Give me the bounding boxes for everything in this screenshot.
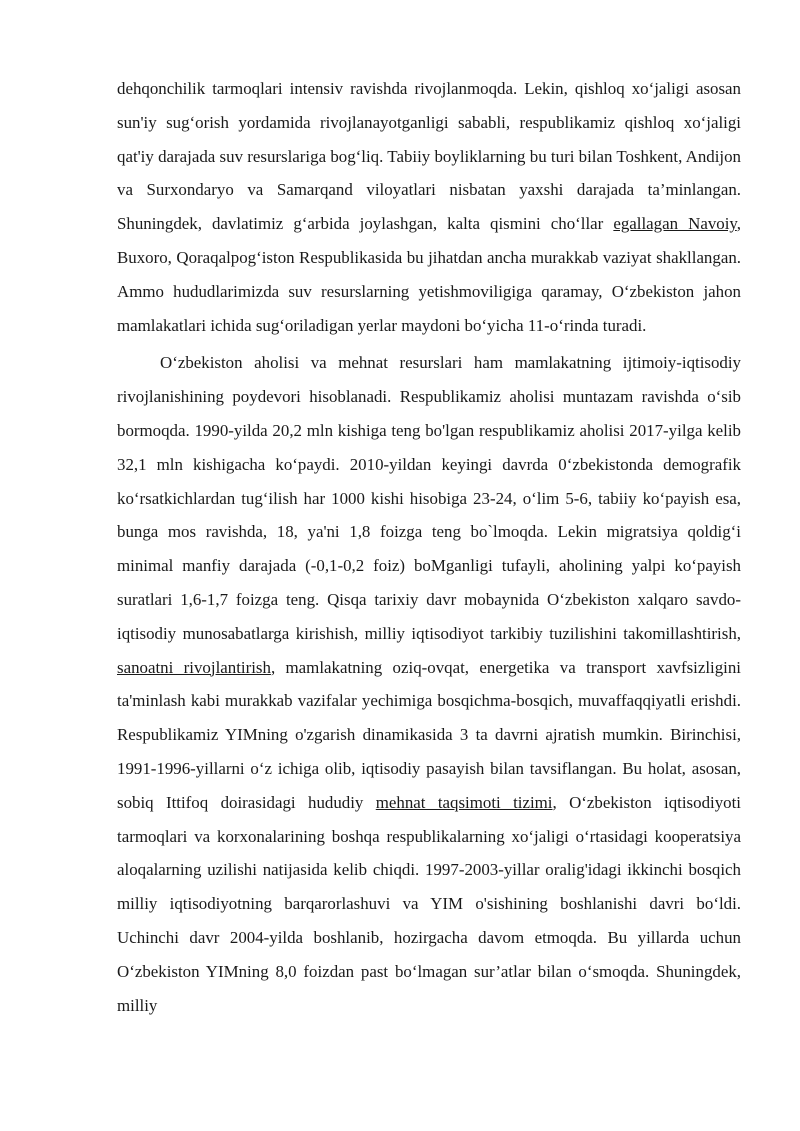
paragraph-text: , Buxoro, Qoraqalpog‘iston Respublikasida bu jihatdan ancha murakkab vaziyat shakllangan. Ammo hududlarimizda suv resurslarning yetishmoviligiga qaramay, O‘zbekiston jahon mamlakatlari ichida sug‘oriladigan yerlar maydoni bo‘yicha 11-o‘rinda turadi. [117,214,741,335]
paragraph-text: dehqonchilik tarmoqlari intensiv ravishda rivojlanmoqda. Lekin, qishloq xo‘jaligi asosan sun'iy sug‘orish yordamida rivojlanayotganligi sababli, respublikamiz qishloq xo‘jaligi qat'iy darajada suv resurslariga bog‘liq. Tabiiy boyliklarning bu turi bilan Toshkent, Andijon va Surxondaryo va Samarqand viloyatlari nisbatan yaxshi darajada ta’minlangan. Shuningdek, davlatimiz g‘arbida joylashgan, kalta qismini cho‘llar [117,79,741,234]
paragraph-text: , mamlakatning oziq-ovqat, energetika va transport xavfsizligini ta'minlash kabi murakkab vazifalar yechimiga bosqichma-bosqich, muvaffaqqiyatli erishdi. Respublikamiz YIMning o'zgarish dinamikasida 3 ta davrni ajratish mumkin. Birinchisi, 1991-1996-yillarni o‘z ichiga olib, iqtisodiy pasayish bilan tavsiflangan. Bu holat, asosan, sobiq Ittifoq doirasidagi hududiy [117,657,741,812]
paragraph-1 [117,72,741,342]
paragraph-2 [117,346,741,1022]
document-page [117,72,741,1022]
paragraph-text: O‘zbekiston aholisi va mehnat resurslari ham mamlakatning ijtimoiy-iqtisodiy rivojlanishining poydevori hisoblanadi. Respublikamiz aholisi muntazam ravishda o‘sib bormoqda. 1990-yilda 20,2 mln kishiga teng bo'lgan respublikamiz aholisi 2017-yilga kelib 32,1 mln kishigacha ko‘paydi. 2010-yildan keyingi davrda 0‘zbekistonda demografik ko‘rsatkichlardan tug‘ilish har 1000 kishi hisobiga 23-24, o‘lim 5-6, tabiiy ko‘payish esa, bunga mos ravishda, 18, ya'ni 1,8 foizga teng bo`lmoqda. Lekin migratsiya qoldig‘i minimal manfiy darajada (-0,1-0,2 foiz) boMganligi tufayli, aholining yalpi ko‘payish suratlari 1,6-1,7 foizga teng. Qisqa tarixiy davr mobaynida O‘zbekiston xalqaro savdo-iqtisodiy munosabatlarga kirishish, milliy iqtisodiyot tarkibiy tuzilishini takomillashtirish, [117,353,741,643]
link-mehnat-taqsimoti-tizimi[interactable]: mehnat taqsimoti tizimi [375,792,553,812]
link-sanoatni-rivojlantirish[interactable]: sanoatni rivojlantirish [117,657,271,677]
paragraph-text: , O‘zbekiston iqtisodiyoti tarmoqlari va korxonalarining boshqa respublikalarning xo‘jaligi o‘rtasidagi kooperatsiya aloqalarning uzilishi natijasida kelib chiqdi. 1997-2003-yillar oralig'idagi ikkinchi bosqich milliy iqtisodiyotning barqarorlashuvi va YIM o'sishining boshlanishi davri bo‘ldi. Uchinchi davr 2004-yilda boshlanib, hozirgacha davom etmoqda. Bu yillarda uchun O‘zbekiston YIMning 8,0 foizdan past bo‘lmagan sur’atlar bilan o‘smoqda. Shuningdek, milliy [117,792,741,1015]
link-egallagan-navoiy[interactable]: egallagan Navoiy [613,214,737,234]
